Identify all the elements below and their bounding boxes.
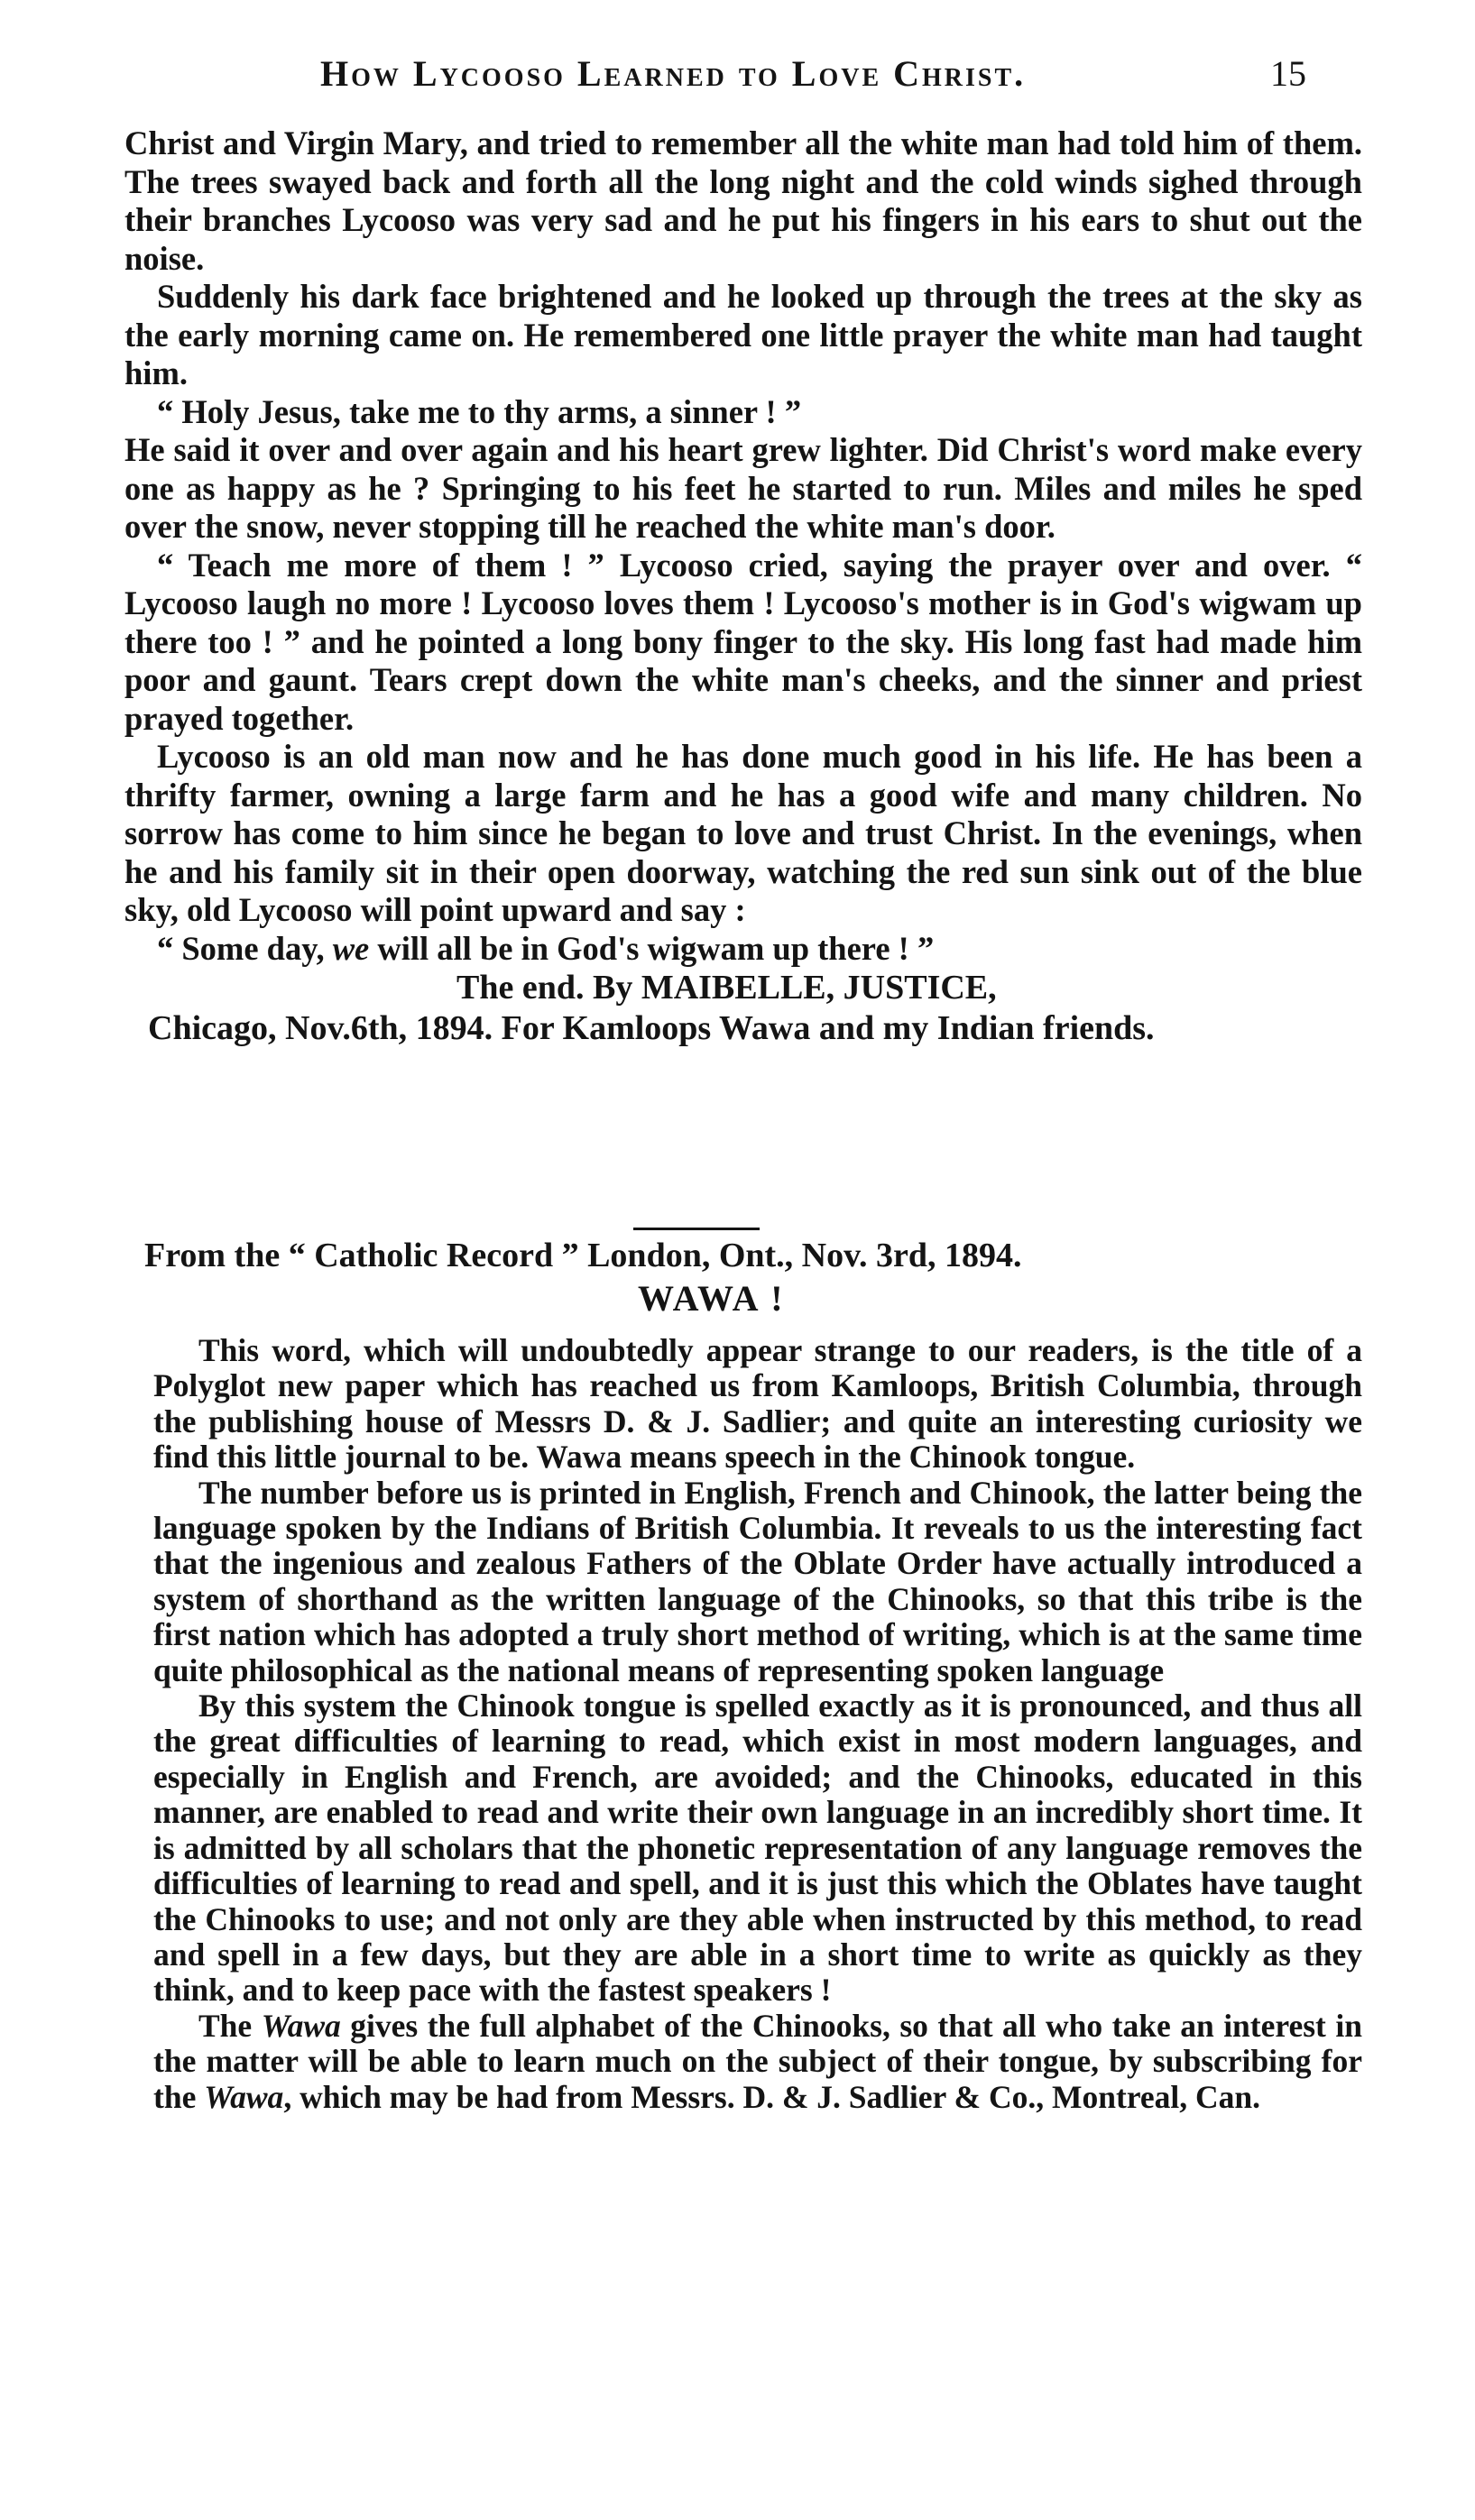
closing-quote	[124, 930, 1362, 969]
article-paragraph: This word, which will undoubtedly appear strange to our readers, is the title of a Polyglot new paper which has reached us from Kamloops, British Columbia, through the publishing house of Messrs D. & J. Sadlier; and quite an interesting curiosity we find this little journal to be. Wawa means speech in the Chinook tongue.	[153, 1332, 1362, 1476]
closing-quote-part: will all be in God's wigwam up there ! ”	[369, 929, 935, 967]
story-paragraph: He said it over and over again and his heart grew lighter. Did Christ's word make every one as happy as he ? Springing to his feet he started to run. Miles and miles he sped over the snow, never stopping till he reached the white man's door.	[124, 431, 1362, 545]
section-divider	[633, 1228, 760, 1230]
running-title: How Lycooso Learned to Love Christ.	[320, 53, 1027, 94]
article-paragraph	[153, 2009, 1362, 2115]
story-paragraph: Lycooso is an old man now and he has done much good in his life. He has been a thrifty farmer, owning a large farm and he has a good wife and many children. No sorrow has come to him since he began to love and trust Christ. In the evenings, when he and his family sit in their open doorway, watching the red sun sink out of the blue sky, old Lycooso will point upward and say :	[124, 738, 1362, 928]
article-paragraph: By this system the Chinook tongue is spelled exactly as it is pronounced, and thus all the great difficulties of learning to read, which exist in most modern languages, and especially in English and French, are avoided; and the Chinooks, educated in this manner, are enabled to read and write their own language in an incredibly short time. It is admitted by all scholars that the phonetic representation of any language removes the difficulties of learning to read and spell, and it is just this which the Oblates have taught the Chinooks to use; and not only are they able when instructed by this method, to read and spell in a few days, but they are able in a short time to write as quickly as they think, and to keep pace with the fastest speakers !	[153, 1688, 1362, 2009]
article-paragraph: The number before us is printed in English, French and Chinook, the latter being the language spoken by the Indians of British Columbia. It reveals to us the interesting fact that the ingenious and zealous Fathers of the Oblate Order have actually introduced a system of shorthand as the written language of the Chinooks, so that this tribe is the first nation which has adopted a truly short method of writing, which is at the same time quite philosophical as the national means of representing spoken language	[153, 1474, 1362, 1688]
article-text: gives the full alphabet of the Chinooks, so that all who take an interest in the matter will be able to learn much on the subject of their tongue, by subscribing for the	[153, 2007, 1362, 2115]
publication-name: Wawa	[261, 2007, 341, 2044]
closing-quote-emphasis: we	[332, 929, 370, 967]
story-paragraph: “ Holy Jesus, take me to thy arms, a sinner ! ”	[157, 392, 802, 430]
article-text: , which may be had from Messrs. D. & J. Sadlier & Co., Montreal, Can.	[283, 2078, 1261, 2115]
article-title: WAWA !	[638, 1278, 786, 1319]
story-paragraph: “ Teach me more of them ! ” Lycooso cried, saying the prayer over and over. “ Lycooso laugh no more ! Lycooso loves them ! Lycooso's mother is in God's wigwam up there too ! ” and he pointed a long bony finger to the sky. His long fast had made him poor and gaunt. Tears crept down the white man's cheeks, and the sinner and priest prayed together.	[124, 546, 1362, 737]
closing-quote-part: “ Some day,	[157, 929, 333, 967]
publication-name: Wawa	[204, 2078, 284, 2115]
story-paragraph: Suddenly his dark face brightened and he looked up through the trees at the sky as the early morning came on. He remembered one little prayer the white man had taught him.	[124, 278, 1362, 391]
source-line: From the “ Catholic Record ” London, Ont., Nov. 3rd, 1894.	[144, 1237, 1022, 1274]
story-paragraph: Christ and Virgin Mary, and tried to remember all the white man had told him of them. The trees swayed back and forth all the long night and the cold winds sighed through their branches Lycooso was very sad and he put his fingers in his ears to shut out the noise.	[124, 124, 1362, 277]
story-section	[124, 124, 1362, 1049]
article-body	[153, 1333, 1362, 2115]
article-text: The	[198, 2007, 262, 2044]
page-number: 15	[1270, 53, 1306, 94]
page-header	[0, 52, 1475, 106]
signoff	[124, 968, 1362, 1049]
signoff-author: The end. By MAIBELLE, JUSTICE,	[456, 969, 997, 1007]
signoff-place-date: Chicago, Nov.6th, 1894. For Kamloops Wawa and my Indian friends.	[148, 1009, 1155, 1047]
